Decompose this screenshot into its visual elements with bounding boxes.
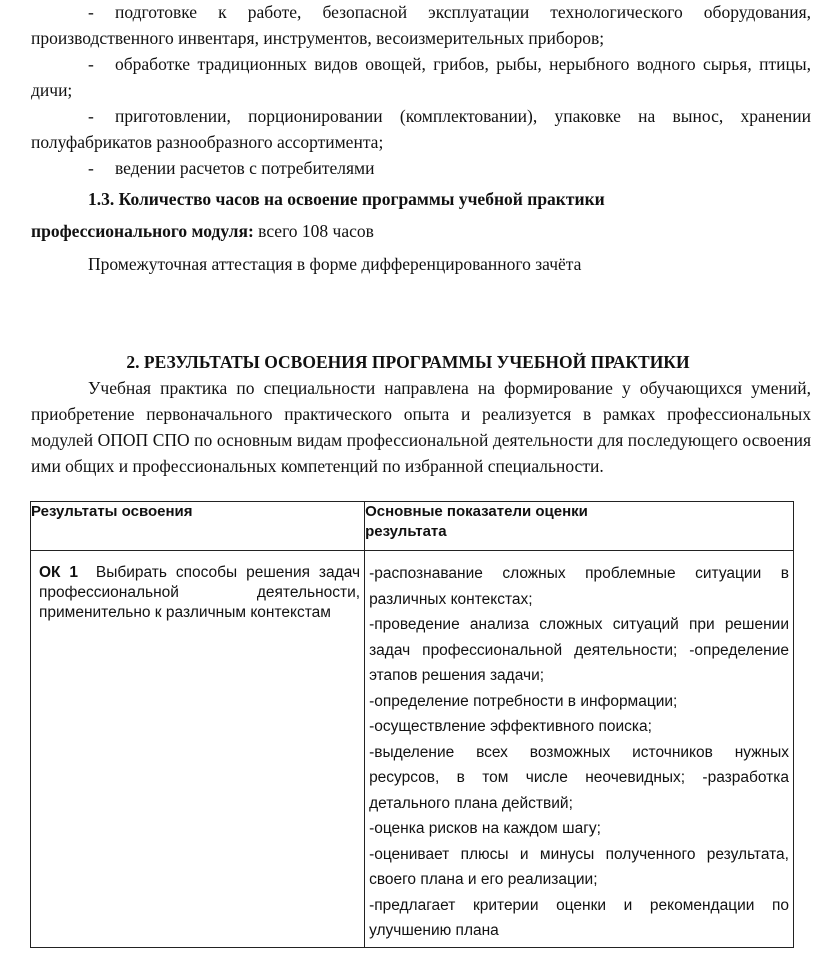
list-item-text: подготовке к работе, безопасной эксплуатации технологического оборудования, производственного инвентаря, инструментов, весоизмерительных приборов; bbox=[31, 2, 811, 48]
criterion: -осуществление эффективного поиска; bbox=[369, 718, 652, 735]
list-item-text: ведении расчетов с потребителями bbox=[115, 158, 375, 178]
criterion: -проведение анализа сложных ситуаций при решении задач профессиональной деятельности; -определение этапов решения задачи; bbox=[369, 616, 789, 684]
list-dash: - bbox=[88, 106, 94, 126]
hours-value: всего 108 часов bbox=[253, 221, 374, 241]
section-1-3-title: 1.3. Количество часов на освоение программы учебной практики bbox=[88, 189, 605, 209]
list-item-text: приготовлении, порционировании (комплектовании), упаковке на вынос, хранении полуфабрикатов разнообразного ассортимента; bbox=[31, 106, 811, 152]
list-dash: - bbox=[88, 54, 94, 74]
criteria-cell bbox=[365, 551, 794, 948]
list-item-text: обработке традиционных видов овощей, грибов, рыбы, нерыбного водного сырья, птицы, дичи; bbox=[31, 54, 811, 100]
list-item bbox=[31, 103, 811, 155]
criterion: -распознавание сложных проблемные ситуации в различных контекстах; bbox=[369, 565, 789, 608]
list-dash: - bbox=[88, 158, 94, 178]
competency-text: Выбирать способы решения задач профессиональной деятельности, применительно к различным контекстам bbox=[39, 564, 361, 621]
criterion: -оценивает плюсы и минусы полученного результата, своего плана и его реализации; bbox=[369, 845, 789, 888]
list-dash: - bbox=[88, 2, 94, 22]
header-indicators bbox=[365, 502, 794, 551]
header-indicators-label: Основные показатели оценки результата bbox=[365, 503, 588, 540]
header-results: Результаты освоения bbox=[31, 502, 365, 551]
criterion: -оценка рисков на каждом шагу; bbox=[369, 820, 601, 837]
section-1-3-hours bbox=[31, 218, 374, 244]
section-2-title: 2. РЕЗУЛЬТАТЫ ОСВОЕНИЯ ПРОГРАММЫ УЧЕБНОЙ ПРАКТИКИ bbox=[126, 352, 690, 372]
table-row bbox=[31, 551, 794, 948]
competency-cell bbox=[31, 551, 365, 948]
list-item bbox=[31, 155, 811, 181]
results-table bbox=[30, 501, 794, 948]
table-header-row bbox=[31, 502, 794, 551]
criterion: -предлагает критерии оценки и рекомендации по улучшению плана bbox=[369, 896, 789, 939]
module-label: профессионального модуля: bbox=[31, 221, 254, 241]
list-item bbox=[31, 51, 811, 103]
section-2-paragraph: Учебная практика по специальности направлена на формирование у обучающихся умений, приобретение первоначального практического опыта и реализуется в рамках профессиональных модулей ОПОП СПО по основным видам профессиональной деятельности для последующего освоения ими общих и профессиональных компетенций по избранной специальности. bbox=[31, 378, 811, 476]
competency-code: ОК 1 bbox=[39, 564, 79, 581]
criterion: -определение потребности в информации; bbox=[369, 692, 678, 710]
criterion: -выделение всех возможных источников нужных ресурсов, в том числе неочевидных; -разработка детального плана действий; bbox=[369, 743, 789, 812]
attestation-text: Промежуточная аттестация в форме дифференцированного зачёта bbox=[88, 254, 582, 274]
list-item bbox=[31, 0, 811, 51]
